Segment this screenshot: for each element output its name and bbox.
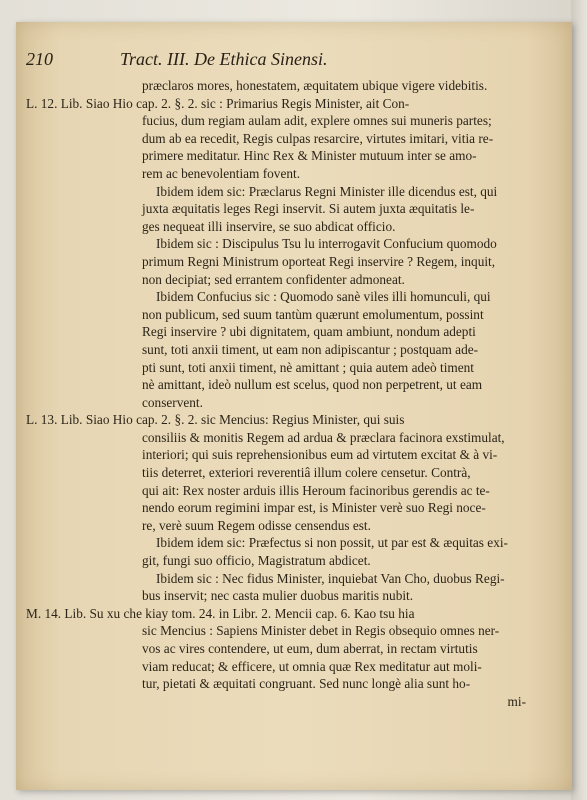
- text-line: Ibidem idem sic: Præfectus si non possit, ut par est & æquitas exi-: [156, 535, 508, 551]
- running-title: Tract. III. De Ethica Sinensi.: [120, 49, 328, 69]
- text-line: sic Mencius : Sapiens Minister debet in Regis obsequio omnes ner-: [142, 623, 500, 639]
- text-line: dum ab ea recedit, Regis culpas resarcire, virtutes imitari, vitia re-: [142, 130, 494, 146]
- text-line: præclaros mores, honestatem, æquitatem ubique vigere videbitis.: [142, 78, 488, 93]
- text-line: primere meditatur. Hinc Rex & Minister mutuum inter se amo-: [142, 148, 477, 164]
- text-line: Ibidem idem sic: Præclarus Regni Minister ille dicendus est, qui: [156, 183, 498, 199]
- text-line: L. 12. Lib. Siao Hio cap. 2. §. 2. sic : Primarius Regis Minister, ait Con-: [26, 95, 410, 111]
- text-line: nè amittant, ideò nullum est scelus, quod non perpetrent, ut eam: [142, 377, 483, 393]
- text-line: pti sunt, toti anxii timent, nè amittant ; quia autem adeò timent: [142, 359, 474, 375]
- text-line: Ibidem Confucius sic : Quomodo sanè viles illi homunculi, qui: [156, 289, 491, 305]
- text-line: ges nequeat illi inservire, se suo abdicat officio.: [142, 218, 396, 234]
- text-line: rem ac benevolentiam fovent.: [142, 165, 301, 181]
- text-line: juxta æquitatis leges Regi inservit. Si autem juxta æquitatis le-: [142, 201, 475, 217]
- text-line: interiori; qui suis reprehensionibus eum ad virtutem excitat & à vi-: [142, 447, 498, 463]
- text-line: tiis deterret, exteriori reverentiâ illum colere censetur. Contrà,: [142, 465, 471, 481]
- text-line: consiliis & monitis Regem ad ardua & præclara facinora exstimulat,: [142, 429, 505, 445]
- text-line: bus inservit; nec casta mulier duobus maritis nubit.: [142, 588, 414, 604]
- text-line: non decipiat; sed errantem confidenter admoneat.: [142, 271, 405, 287]
- body-text: [26, 77, 540, 710]
- text-line: tur, pietati & æquitati congruant. Sed nunc longè alia sunt ho-: [142, 676, 471, 692]
- text-line: nendo eorum regimini impar est, is Minister verè suo Regi noce-: [142, 500, 486, 516]
- text-line: git, fungi suo officio, Magistratum abdicet.: [142, 553, 371, 569]
- text-line: M. 14. Lib. Su xu che kiay tom. 24. in Libr. 2. Mencii cap. 6. Kao tsu hia: [26, 605, 415, 621]
- right-edge-strip: [571, 0, 587, 800]
- text-line: fucius, dum regiam aulam adit, explere omnes sui muneris partes;: [142, 113, 492, 129]
- page-number: 210: [26, 49, 53, 69]
- catchword: mi-: [507, 693, 526, 709]
- text-line: sunt, toti anxii timent, ut eam non adipiscantur ; postquam ade-: [142, 341, 479, 357]
- text-line: Regi inservire ? ubi dignitatem, quam ambiunt, nondum adepti: [142, 324, 476, 340]
- text-line: conservent.: [142, 394, 203, 410]
- text-line: qui ait: Rex noster arduis illis Heroum facinoribus gerendis ac te-: [142, 482, 490, 498]
- text-line: primum Regni Ministrum oporteat Regi inservire ? Regem, inquit,: [142, 253, 496, 269]
- text-line: viam reducat; & efficere, ut omnia quæ Rex meditatur aut moli-: [142, 658, 482, 674]
- text-line: vos ac vires contendere, ut eum, dum aberrat, in rectam virtutis: [142, 641, 478, 656]
- text-line: Ibidem sic : Discipulus Tsu lu interrogavit Confucium quomodo: [156, 236, 497, 252]
- text-line: re, verè suum Regem odisse censendus est.: [142, 517, 371, 533]
- text-line: L. 13. Lib. Siao Hio cap. 2. §. 2. sic Mencius: Regius Minister, qui suis: [26, 412, 405, 428]
- text-line: non publicum, sed suum tantùm quærunt emolumentum, possint: [142, 306, 484, 322]
- text-line: Ibidem sic : Nec fidus Minister, inquiebat Van Cho, duobus Regi-: [156, 570, 505, 586]
